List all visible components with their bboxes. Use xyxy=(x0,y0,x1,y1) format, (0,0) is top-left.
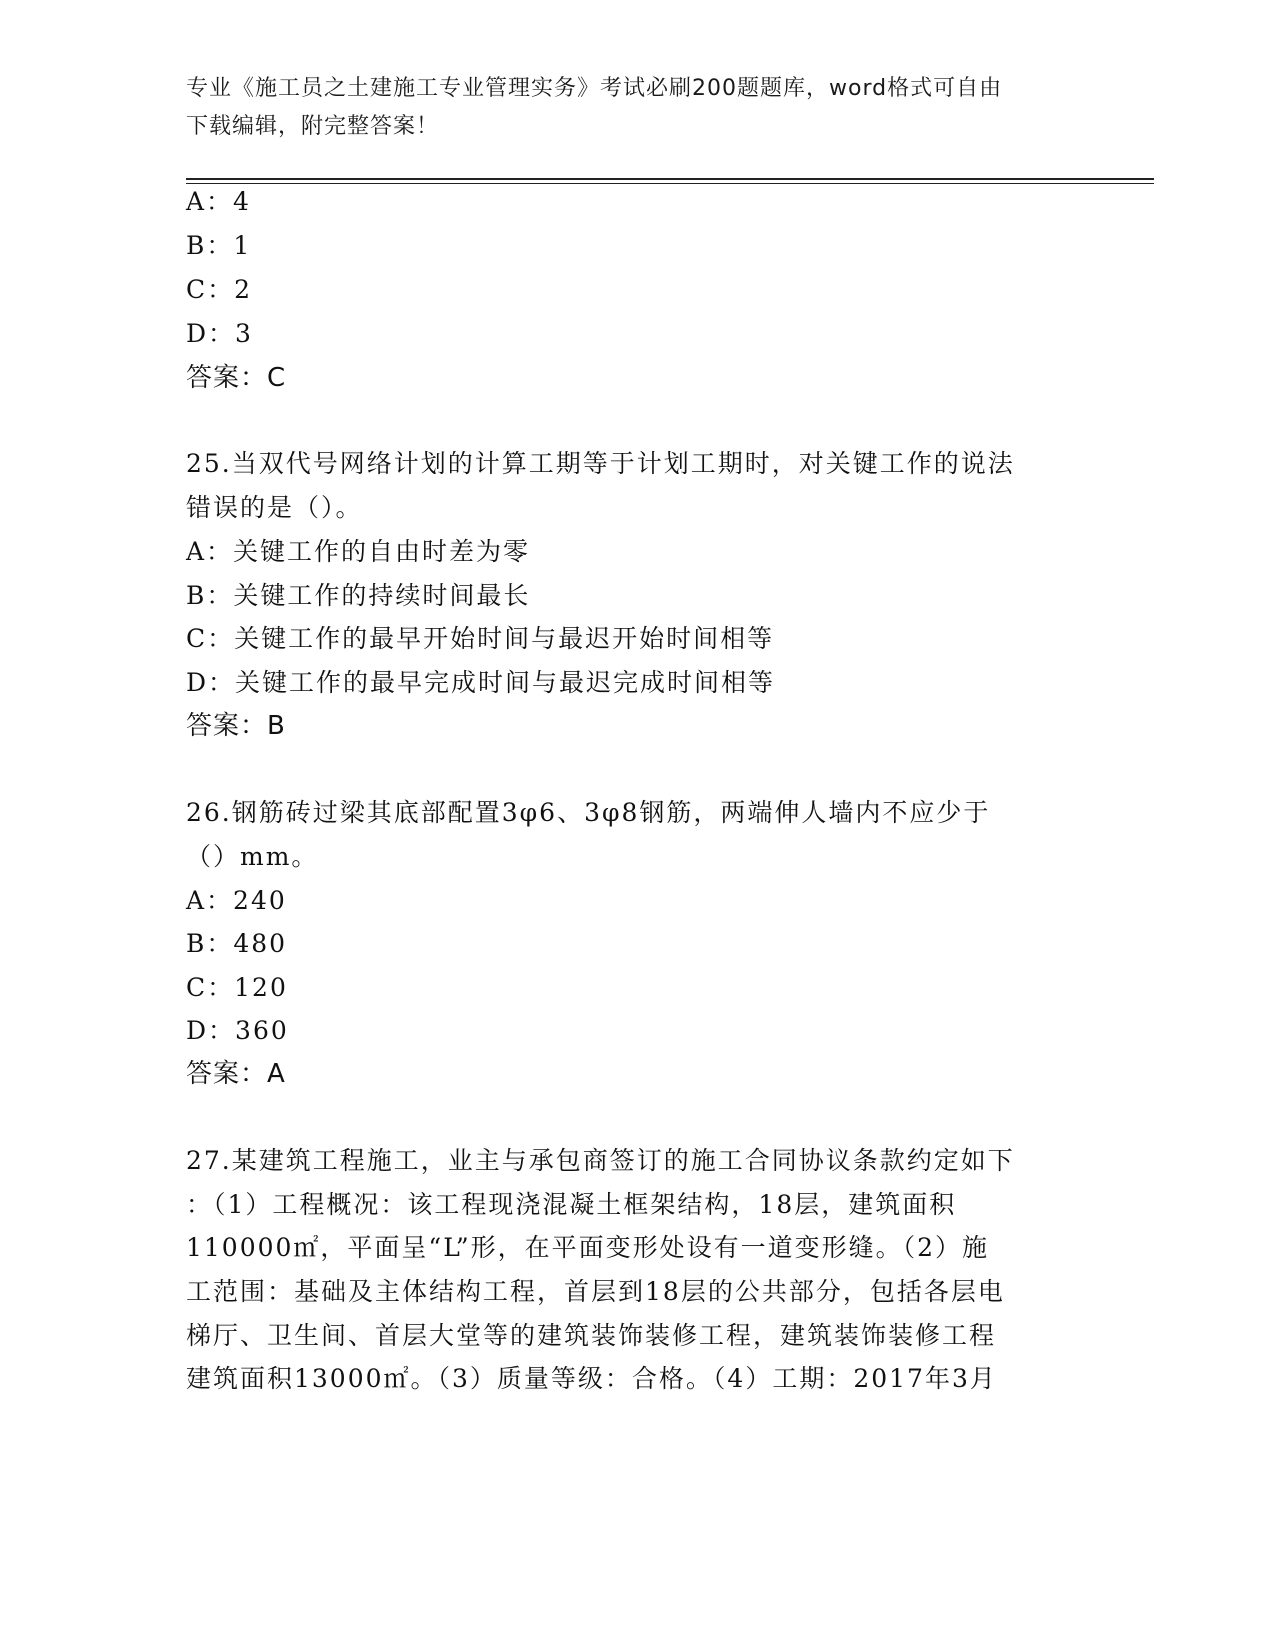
q24-answer: 答案：C xyxy=(186,363,287,393)
q26-stem-line-2: （）mm。 xyxy=(186,842,319,871)
q24-option-d: D：3 xyxy=(186,319,253,348)
document-header xyxy=(186,70,1086,146)
q27-stem-line-5: 梯厅、卫生间、首层大堂等的建筑装饰装修工程，建筑装饰装修工程 xyxy=(186,1321,997,1350)
q26-option-b: B：480 xyxy=(186,929,288,958)
q27-stem-line-4: 工范围：基础及主体结构工程，首层到18层的公共部分，包括各层电 xyxy=(186,1277,1005,1306)
q26-option-c: C：120 xyxy=(186,973,288,1002)
q26-option-d: D：360 xyxy=(186,1016,289,1045)
q26-option-a: A：240 xyxy=(186,886,287,915)
q27-stem-line-2: ：（1）工程概况：该工程现浇混凝土框架结构，18层，建筑面积 xyxy=(186,1190,957,1219)
q25-option-d: D：关键工作的最早完成时间与最迟完成时间相等 xyxy=(186,668,776,697)
q25-option-a: A：关键工作的自由时差为零 xyxy=(186,537,531,566)
q24-option-a: A：4 xyxy=(186,187,251,216)
q27-stem-line-3: 110000㎡，平面呈“L”形，在平面变形处设有一道变形缝。（2）施 xyxy=(186,1233,990,1262)
header-divider-thick xyxy=(186,178,1154,180)
header-line-1: 专业《施工员之土建施工专业管理实务》考试必刷200题题库，word格式可自由 xyxy=(186,76,1003,101)
header-line-2: 下载编辑，附完整答案！ xyxy=(186,114,440,139)
q25-option-c: C：关键工作的最早开始时间与最迟开始时间相等 xyxy=(186,624,775,653)
q26-answer: 答案：A xyxy=(186,1059,286,1089)
q25-stem-line-1: 25.当双代号网络计划的计算工期等于计划工期时，对关键工作的说法 xyxy=(186,449,1015,478)
q27-stem-line-6: 建筑面积13000㎡。（3）质量等级：合格。（4）工期：2017年3月 xyxy=(186,1364,997,1393)
q24-option-c: C：2 xyxy=(186,275,253,304)
q24-option-b: B：1 xyxy=(186,231,252,260)
q25-answer: 答案：B xyxy=(186,711,286,741)
q25-stem-line-2: 错误的是（）。 xyxy=(186,493,363,522)
q27-stem-line-1: 27.某建筑工程施工，业主与承包商签订的施工合同协议条款约定如下 xyxy=(186,1146,1015,1175)
q26-stem-line-1: 26.钢筋砖过梁其底部配置3φ6、3φ8钢筋，两端伸人墙内不应少于 xyxy=(186,798,991,827)
q25-option-b: B：关键工作的持续时间最长 xyxy=(186,581,531,610)
header-divider-thin xyxy=(186,183,1154,184)
